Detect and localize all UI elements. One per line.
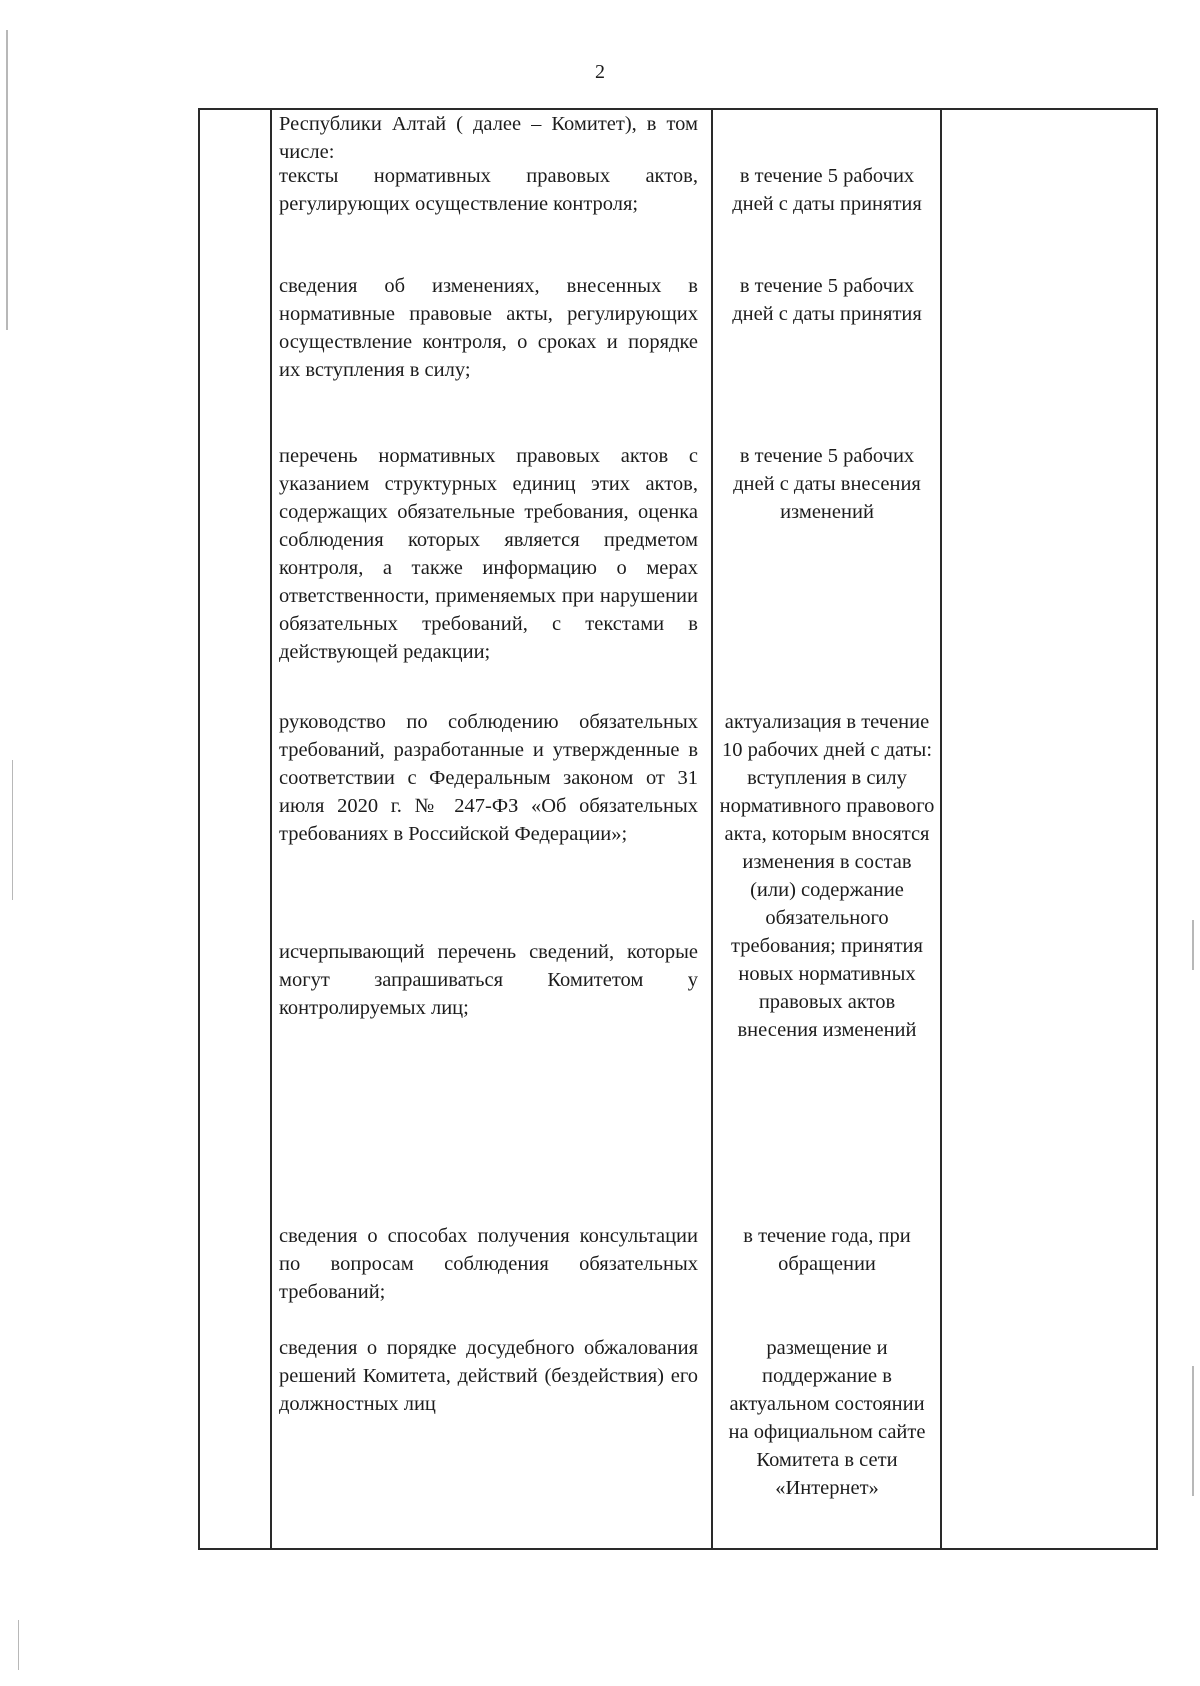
table-row-deadline: актуализация в течение 10 рабочих дней с даты: вступления в силу нормативного правового акта, которым вносятся изменения в состав (или) содержание обязательного требования; принятия новых нормативных правовых актов внесения изменений	[719, 711, 935, 1041]
table-row-description: тексты нормативных правовых актов, регулирующих осуществление контроля;	[279, 165, 698, 215]
scan-edge-mark	[18, 1620, 19, 1670]
table-row-deadline: в течение 5 рабочих дней с даты принятия	[732, 165, 922, 215]
table-row-description: перечень нормативных правовых актов с указанием структурных единиц этих актов, содержащих обязательные требования, оценка соблюдения которых является предметом контроля, а также информацию о мерах ответственности, применяемых при нарушении обязательных требований, с текстами в действующей редакции;	[279, 445, 698, 663]
column-divider-2	[711, 108, 713, 1550]
table-row-description: сведения о порядке досудебного обжалования решений Комитета, действий (бездействия) его должностных лиц	[279, 1337, 698, 1415]
table-row-deadline: размещение и поддержание в актуальном состоянии на официальном сайте Комитета в сети «Интернет»	[728, 1337, 926, 1499]
table-right-border	[1156, 108, 1158, 1550]
scan-edge-mark	[1192, 920, 1194, 970]
table-row-deadline: в течение 5 рабочих дней с даты принятия	[732, 275, 922, 325]
column-divider-3	[940, 108, 942, 1550]
column-divider-1	[270, 108, 272, 1550]
table-row-description: руководство по соблюдению обязательных требований, разработанные и утвержденные в соответствии с Федеральным законом от 31 июля 2020 г. № 247-ФЗ «Об обязательных требованиях в Российской Федерации»;	[279, 711, 698, 845]
scan-edge-mark	[12, 760, 13, 900]
table-row-description: сведения о способах получения консультации по вопросам соблюдения обязательных требований;	[279, 1225, 698, 1303]
table-row-description: Республики Алтай ( далее – Комитет), в том числе:	[279, 113, 698, 163]
table-row-deadline: в течение года, при обращении	[743, 1225, 911, 1275]
page-number: 2	[595, 61, 605, 83]
table-row-description: сведения об изменениях, внесенных в нормативные правовые акты, регулирующих осуществление контроля, о сроках и порядке их вступления в силу;	[279, 275, 698, 381]
scan-edge-mark	[6, 30, 8, 330]
table-row-description: исчерпывающий перечень сведений, которые могут запрашиваться Комитетом у контролируемых лиц;	[279, 941, 698, 1019]
table-row-deadline: в течение 5 рабочих дней с даты внесения изменений	[733, 445, 921, 523]
scan-edge-mark	[1192, 1366, 1194, 1496]
measures-table	[198, 108, 1158, 1550]
table-left-border	[198, 108, 200, 1550]
table-bottom-border	[198, 1548, 1158, 1550]
